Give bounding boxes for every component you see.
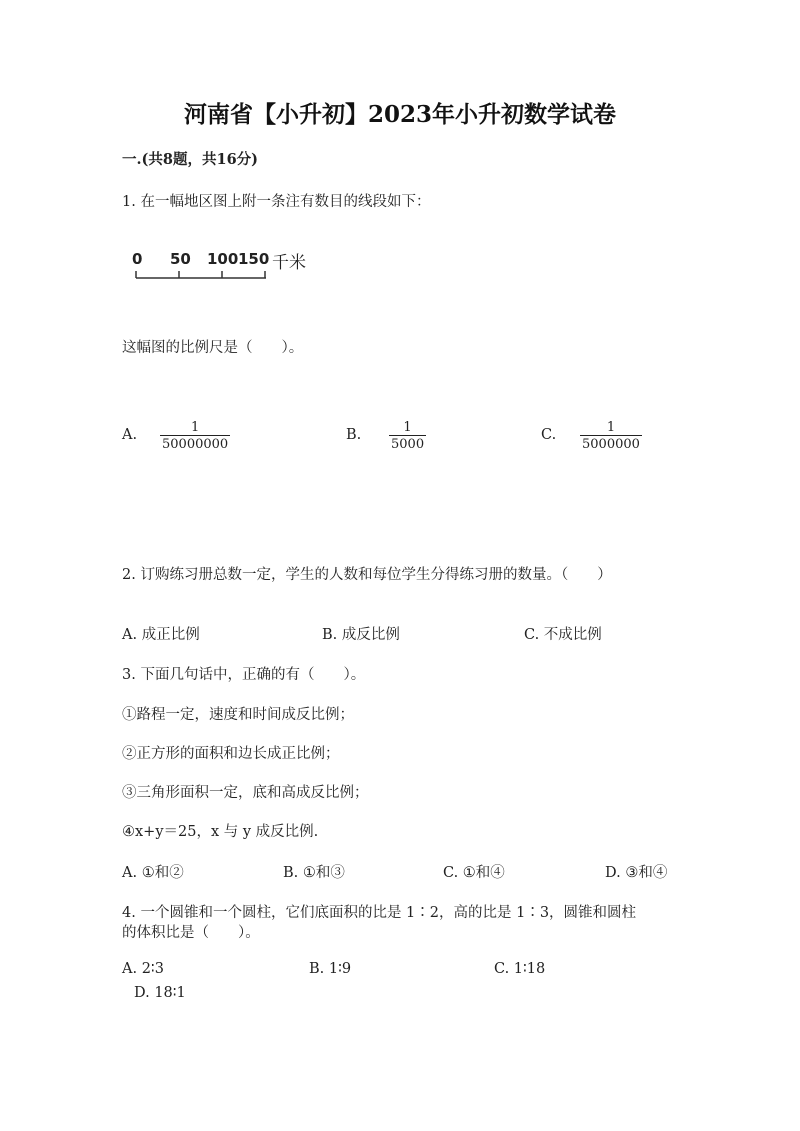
option-c: C. 1∶18 [494, 961, 546, 977]
question-2-stem: 2. 订购练习册总数一定，学生的人数和每位学生分得练习册的数量。（ ） [122, 567, 612, 583]
option-c-fraction [580, 420, 642, 452]
option-a: A. ①和② [122, 865, 184, 881]
question-4-stem-line-1: 4. 一个圆锥和一个圆柱，它们底面积的比是 1∶2，高的比是 1∶3，圆锥和圆柱 [122, 905, 637, 921]
fraction-denominator: 5000000 [582, 437, 640, 452]
question-3-stem: 3. 下面几句话中，正确的有（ ）。 [122, 667, 366, 683]
question-1-stem: 1. 在一幅地区图上附一条注有数目的线段如下： [122, 194, 431, 210]
question-1-prompt: 这幅图的比例尺是（ ）。 [122, 340, 304, 356]
scale-line [130, 268, 270, 282]
option-a-label: A. [122, 427, 138, 443]
option-c-label: C. [541, 427, 557, 443]
scale-tick-label: 50 [170, 250, 191, 268]
statement-4: ④x+y＝25，x 与 y 成反比例. [122, 824, 319, 840]
statement-1: ①路程一定，速度和时间成反比例； [122, 707, 354, 723]
option-a-fraction [160, 420, 230, 452]
scale-bar [130, 248, 330, 284]
option-b: B. 1∶9 [309, 961, 352, 977]
option-c: C. 不成比例 [524, 627, 602, 643]
option-d: D. 18∶1 [134, 985, 186, 1001]
scale-tick-label: 0 [132, 250, 143, 268]
fraction-numerator: 1 [190, 420, 200, 435]
fraction-numerator: 1 [606, 420, 616, 435]
scale-tick-label: 100 [207, 250, 239, 268]
statement-2: ②正方形的面积和边长成正比例； [122, 746, 340, 762]
option-b-fraction [389, 420, 426, 452]
option-d: D. ③和④ [605, 865, 668, 881]
fraction-denominator: 50000000 [162, 437, 229, 452]
page-title: 河南省【小升初】2023年小升初数学试卷 [183, 101, 616, 128]
option-b: B. ①和③ [283, 865, 345, 881]
option-b: B. 成反比例 [322, 627, 400, 643]
question-4-stem-line-2: 的体积比是（ ）。 [122, 925, 260, 941]
fraction-numerator: 1 [403, 420, 412, 435]
scale-unit: 千米 [272, 253, 306, 273]
statement-3: ③三角形面积一定，底和高成反比例； [122, 785, 369, 801]
scale-tick-label: 150 [238, 250, 270, 268]
option-a: A. 成正比例 [122, 627, 200, 643]
section-header: 一.(共8题，共16分) [122, 151, 259, 168]
option-b-label: B. [346, 427, 362, 443]
fraction-denominator: 5000 [391, 437, 425, 452]
option-c: C. ①和④ [443, 865, 505, 881]
option-a: A. 2∶3 [122, 961, 164, 977]
